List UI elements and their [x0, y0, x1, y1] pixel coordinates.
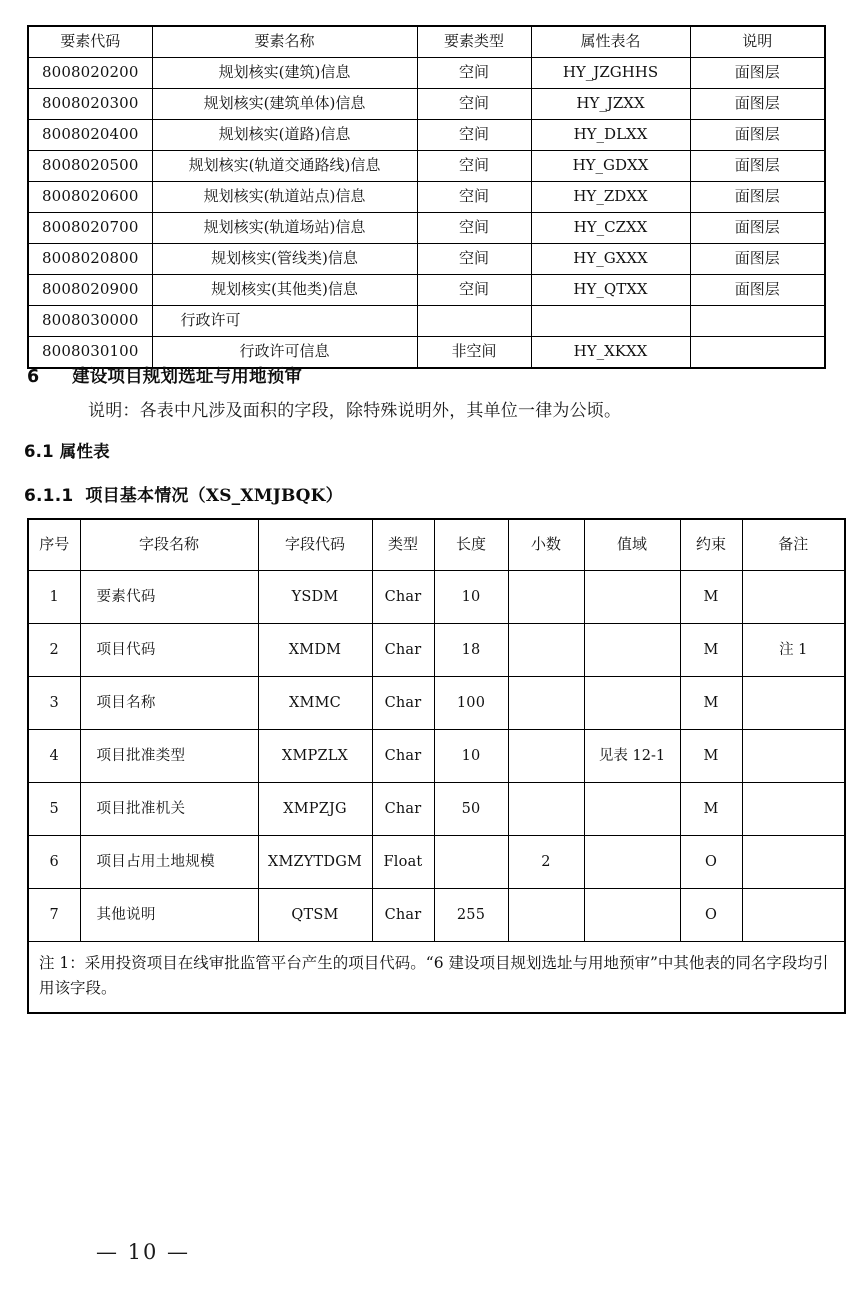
field-no-cell: 3 [28, 677, 80, 730]
field-remark-cell [742, 730, 845, 783]
field-name-cell: 项目代码 [80, 624, 258, 677]
field-type-cell: Char [372, 677, 434, 730]
field-remark-cell [742, 783, 845, 836]
field-remark-cell [742, 889, 845, 942]
field-type-cell: Float [372, 836, 434, 889]
table-row [28, 275, 825, 306]
field-name-cell: 其他说明 [80, 889, 258, 942]
field-type-cell: Char [372, 889, 434, 942]
feature-desc-cell: 面图层 [690, 275, 825, 306]
field-type-cell: Char [372, 783, 434, 836]
attribute-table-name-cell: HY_XKXX [531, 337, 690, 369]
table-row [28, 571, 845, 624]
feature-type-cell: 空间 [417, 58, 531, 89]
feature-code-cell: 8008020600 [28, 182, 152, 213]
feature-name-cell: 规划核实(轨道场站)信息 [152, 213, 417, 244]
feature-type-cell: 空间 [417, 213, 531, 244]
feature-type-cell: 非空间 [417, 337, 531, 369]
table-row [28, 213, 825, 244]
field-length-cell [434, 836, 508, 889]
field-name-cell: 项目名称 [80, 677, 258, 730]
table-row [28, 151, 825, 182]
table-row [28, 58, 825, 89]
field-constraint-cell: O [680, 889, 742, 942]
attribute-table-name-cell: HY_GDXX [531, 151, 690, 182]
column-header: 约束 [680, 519, 742, 571]
field-name-cell: 要素代码 [80, 571, 258, 624]
field-length-cell: 18 [434, 624, 508, 677]
field-domain-cell [584, 677, 680, 730]
field-constraint-cell: M [680, 783, 742, 836]
feature-name-cell: 行政许可 [152, 306, 417, 337]
table-header-row [28, 519, 845, 571]
section-6-1-1-title: 项目基本情况（ [85, 486, 206, 506]
field-length-cell: 255 [434, 889, 508, 942]
feature-name-cell: 规划核实(建筑)信息 [152, 58, 417, 89]
field-constraint-cell: M [680, 624, 742, 677]
field-no-cell: 5 [28, 783, 80, 836]
feature-name-cell: 规划核实(轨道交通路线)信息 [152, 151, 417, 182]
table-row [28, 120, 825, 151]
attribute-table-name-cell: HY_JZXX [531, 89, 690, 120]
field-remark-cell: 注 1 [742, 624, 845, 677]
field-code-cell: XMDM [258, 624, 372, 677]
field-length-cell: 10 [434, 571, 508, 624]
table-footnote: 注 1：采用投资项目在线审批监管平台产生的项目代码。“6 建设项目规划选址与用地预审”中其他表的同名字段均引用该字段。 [28, 942, 845, 1014]
table-row [28, 306, 825, 337]
column-header: 长度 [434, 519, 508, 571]
feature-desc-cell: 面图层 [690, 120, 825, 151]
field-no-cell: 6 [28, 836, 80, 889]
feature-code-cell: 8008020400 [28, 120, 152, 151]
field-no-cell: 7 [28, 889, 80, 942]
field-decimal-cell [508, 677, 584, 730]
field-name-cell: 项目批准类型 [80, 730, 258, 783]
field-domain-cell [584, 783, 680, 836]
section-6-heading [27, 363, 827, 388]
attribute-table-name-cell: HY_JZGHHS [531, 58, 690, 89]
feature-code-table-wrapper [27, 25, 824, 369]
column-header: 属性表名 [531, 26, 690, 58]
table-row [28, 836, 845, 889]
column-header: 小数 [508, 519, 584, 571]
feature-name-cell: 行政许可信息 [152, 337, 417, 369]
field-definition-table-wrapper [27, 518, 829, 1014]
table-row [28, 89, 825, 120]
column-header: 要素代码 [28, 26, 152, 58]
section-6-title: 建设项目规划选址与用地预审 [72, 367, 303, 387]
feature-code-cell: 8008020700 [28, 213, 152, 244]
field-domain-cell [584, 624, 680, 677]
field-decimal-cell [508, 571, 584, 624]
column-header: 要素名称 [152, 26, 417, 58]
field-decimal-cell [508, 889, 584, 942]
field-remark-cell [742, 836, 845, 889]
field-length-cell: 100 [434, 677, 508, 730]
feature-code-cell: 8008020500 [28, 151, 152, 182]
column-header: 类型 [372, 519, 434, 571]
attribute-table-name-cell: HY_CZXX [531, 213, 690, 244]
feature-desc-cell: 面图层 [690, 89, 825, 120]
feature-code-table [27, 25, 826, 369]
field-no-cell: 1 [28, 571, 80, 624]
field-constraint-cell: O [680, 836, 742, 889]
field-constraint-cell: M [680, 677, 742, 730]
attribute-table-name-cell: HY_QTXX [531, 275, 690, 306]
field-decimal-cell: 2 [508, 836, 584, 889]
feature-desc-cell [690, 306, 825, 337]
column-header: 要素类型 [417, 26, 531, 58]
feature-type-cell: 空间 [417, 120, 531, 151]
attribute-table-name-cell: HY_ZDXX [531, 182, 690, 213]
field-domain-cell [584, 571, 680, 624]
feature-desc-cell: 面图层 [690, 182, 825, 213]
table-row [28, 889, 845, 942]
field-type-cell: Char [372, 730, 434, 783]
section-6-note: 说明：各表中凡涉及面积的字段，除特殊说明外，其单位一律为公顷。 [88, 401, 622, 421]
feature-type-cell [417, 306, 531, 337]
column-header: 字段代码 [258, 519, 372, 571]
field-code-cell: XMMC [258, 677, 372, 730]
field-decimal-cell [508, 730, 584, 783]
table-row [28, 730, 845, 783]
field-domain-cell: 见表 12-1 [584, 730, 680, 783]
attribute-table-name-cell: HY_DLXX [531, 120, 690, 151]
section-6-1-1-number: 6.1.1 [24, 486, 74, 506]
feature-code-cell: 8008030100 [28, 337, 152, 369]
table-row [28, 244, 825, 275]
feature-code-cell: 8008020200 [28, 58, 152, 89]
feature-name-cell: 规划核实(轨道站点)信息 [152, 182, 417, 213]
table-row [28, 677, 845, 730]
feature-name-cell: 规划核实(管线类)信息 [152, 244, 417, 275]
feature-type-cell: 空间 [417, 275, 531, 306]
field-code-cell: XMPZLX [258, 730, 372, 783]
feature-code-cell: 8008020800 [28, 244, 152, 275]
column-header: 备注 [742, 519, 845, 571]
table-header-row [28, 26, 825, 58]
field-length-cell: 10 [434, 730, 508, 783]
field-constraint-cell: M [680, 730, 742, 783]
feature-type-cell: 空间 [417, 244, 531, 275]
feature-name-cell: 规划核实(道路)信息 [152, 120, 417, 151]
field-code-cell: XMPZJG [258, 783, 372, 836]
field-code-cell: QTSM [258, 889, 372, 942]
field-type-cell: Char [372, 571, 434, 624]
field-remark-cell [742, 677, 845, 730]
field-type-cell: Char [372, 624, 434, 677]
column-header: 说明 [690, 26, 825, 58]
feature-type-cell: 空间 [417, 151, 531, 182]
attribute-table-name-cell: HY_GXXX [531, 244, 690, 275]
feature-type-cell: 空间 [417, 89, 531, 120]
feature-code-cell: 8008020300 [28, 89, 152, 120]
table-row [28, 624, 845, 677]
feature-desc-cell: 面图层 [690, 244, 825, 275]
column-header: 字段名称 [80, 519, 258, 571]
field-length-cell: 50 [434, 783, 508, 836]
section-6-1-heading: 6.1 属性表 [24, 442, 110, 461]
section-6-1-1-title-end: ） [325, 486, 343, 506]
field-definition-table [27, 518, 846, 1014]
attribute-table-name-cell [531, 306, 690, 337]
page-number: — 10 — [95, 1240, 191, 1264]
field-constraint-cell: M [680, 571, 742, 624]
feature-desc-cell: 面图层 [690, 58, 825, 89]
table-row [28, 182, 825, 213]
table-row [28, 783, 845, 836]
field-no-cell: 2 [28, 624, 80, 677]
column-header: 值域 [584, 519, 680, 571]
feature-name-cell: 规划核实(其他类)信息 [152, 275, 417, 306]
feature-name-cell: 规划核实(建筑单体)信息 [152, 89, 417, 120]
section-6-1-1-heading [24, 481, 343, 506]
field-domain-cell [584, 889, 680, 942]
field-decimal-cell [508, 624, 584, 677]
field-code-cell: YSDM [258, 571, 372, 624]
field-domain-cell [584, 836, 680, 889]
field-name-cell: 项目批准机关 [80, 783, 258, 836]
feature-desc-cell: 面图层 [690, 213, 825, 244]
feature-code-cell: 8008020900 [28, 275, 152, 306]
feature-desc-cell: 面图层 [690, 151, 825, 182]
field-remark-cell [742, 571, 845, 624]
feature-code-cell: 8008030000 [28, 306, 152, 337]
field-no-cell: 4 [28, 730, 80, 783]
section-6-number: 6 [27, 367, 40, 387]
feature-type-cell: 空间 [417, 182, 531, 213]
section-6-1-1-table-code: XS_XMJBQK [205, 486, 326, 506]
field-code-cell: XMZYTDGM [258, 836, 372, 889]
field-decimal-cell [508, 783, 584, 836]
column-header: 序号 [28, 519, 80, 571]
field-name-cell: 项目占用土地规模 [80, 836, 258, 889]
table-footnote-row [28, 942, 845, 1014]
